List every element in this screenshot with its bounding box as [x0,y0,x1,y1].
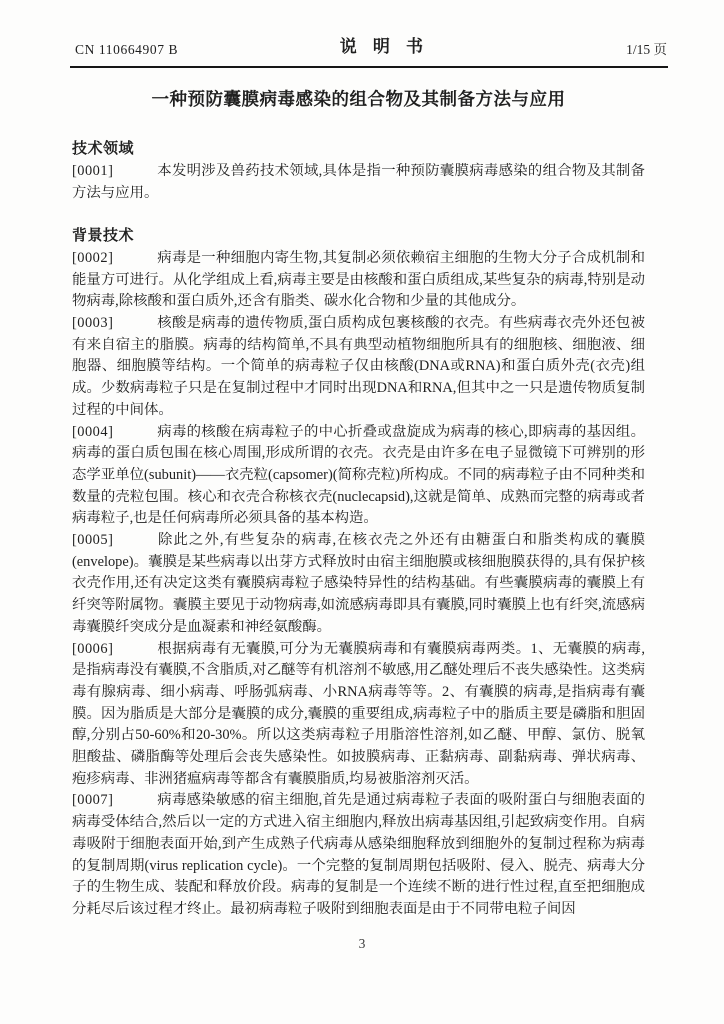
page-number: 3 [358,936,366,951]
paragraph-text: 病毒的核酸在病毒粒子的中心折叠或盘旋成为病毒的核心,即病毒的基因组。病毒的蛋白质包围在核心周围,形成所谓的衣壳。衣壳是由许多在电子显微镜下可辨别的形态学亚单位(subunit)——衣壳粒(capsomer)(简称壳粒)所构成。不同的病毒粒子由不同种类和数量的壳粒包围。核心和衣壳合称核衣壳(nuclecapsid),这就是简单、成熟而完整的病毒或者病毒粒子,也是任何病毒所必须具备的基本构造。 [72,423,645,527]
paragraph-0007 [72,790,645,920]
paragraph-number: [0007] [72,792,114,809]
paragraph-number: [0006] [72,640,114,657]
paragraph-text: 核酸是病毒的遗传物质,蛋白质构成包裹核酸的衣壳。有些病毒衣壳外还包被有来自宿主的脂膜。病毒的结构简单,不具有典型动植物细胞所具有的细胞核、细胞液、细胞器、细胞膜等结构。一个简单的病毒粒子仅由核酸(DNA或RNA)和蛋白质外壳(衣壳)组成。少数病毒粒子只是在复制过程中才同时出现DNA和RNA,但其中之一只是遗传物质复制过程的中间体。 [72,315,645,418]
paragraph-text: 根据病毒有无囊膜,可分为无囊膜病毒和有囊膜病毒两类。1、无囊膜的病毒,是指病毒没有囊膜,不含脂质,对乙醚等有机溶剂不敏感,用乙醚处理后不丧失感染性。这类病毒有腺病毒、细小病毒、呼肠弧病毒、小RNA病毒等等。2、有囊膜的病毒,是指病毒有囊膜。因为脂质是大部分是囊膜的成分,囊膜的重要组成,病毒粒子中的脂质主要是磷脂和胆固醇,分别占50-60%和20-30%。所以这类病毒粒子用脂溶性溶剂,如乙醚、甲醇、氯仿、脱氧胆酸盐、磷脂酶等处理后会丧失感染性。如披膜病毒、正黏病毒、副黏病毒、弹状病毒、疱疹病毒、非洲猪瘟病毒等都含有囊膜脂质,均易被脂溶剂灭活。 [72,640,645,787]
paragraph-0003 [72,313,645,422]
paragraph-number: [0005] [72,532,114,549]
page-indicator: 1/15 页 [626,42,667,57]
description-body [72,139,645,920]
document-type-title: 说明书 [339,37,440,56]
paragraph-0004 [72,422,645,531]
paragraph-text: 病毒是一种细胞内寄生物,其复制必须依赖宿主细胞的生物大分子合成机制和能量方可进行。从化学组成上看,病毒主要是由核酸和蛋白质组成,某些复杂的病毒,特别是动物病毒,除核酸和蛋白质外,还含有脂类、碳水化合物和少量的其他成分。 [72,249,645,310]
invention-title: 一种预防囊膜病毒感染的组合物及其制备方法与应用 [151,89,566,110]
paragraph-text: 病毒感染敏感的宿主细胞,首先是通过病毒粒子表面的吸附蛋白与细胞表面的病毒受体结合,然后以一定的方式进入宿主细胞内,释放出病毒基因组,引起致病变作用。自病毒吸附于细胞表面开始,到产生成熟子代病毒从感染细胞释放到细胞外的复制过程称为病毒的复制周期(virus replication cycle)。一个完整的复制周期包括吸附、侵入、脱壳、病毒大分子的生物生成、装配和释放价段。病毒的复制是一个连续不断的进行性过程,直至把细胞成分耗尽后该过程才终止。最初病毒粒子吸附到细胞表面是由于不同带电粒子间因 [72,792,645,917]
page-header [72,37,667,60]
section-heading-background-art: 背景技术 [72,228,135,245]
paragraph-number: [0001] [72,163,114,180]
paragraph-text: 本发明涉及兽药技术领域,具体是指一种预防囊膜病毒感染的组合物及其制备方法与应用。 [72,163,645,201]
paragraph-number: [0003] [72,315,114,331]
paragraph-0006 [72,639,645,791]
paragraph-number: [0002] [72,249,114,266]
paragraph-number: [0004] [72,423,114,440]
paragraph-0002 [72,248,645,313]
section-heading-technical-field: 技术领域 [72,141,135,158]
patent-number: CN 110664907 B [75,42,179,57]
paragraph-text: 除此之外,有些复杂的病毒,在核衣壳之外还有由糖蛋白和脂类构成的囊膜(envelope)。囊膜是某些病毒以出芽方式释放时由宿主细胞膜或核细胞膜获得的,具有保护核衣壳作用,还有决定这类有囊膜病毒粒子感染特异性的结构基础。有些囊膜病毒的囊膜上有纤突等附属物。囊膜主要见于动物病毒,如流感病毒即具有囊膜,同时囊膜上也有纤突,流感病毒囊膜纤突成分是血凝素和神经氨酸酶。 [72,532,645,635]
header-divider [70,66,668,68]
paragraph-0001 [72,161,645,204]
paragraph-0005 [72,530,645,639]
